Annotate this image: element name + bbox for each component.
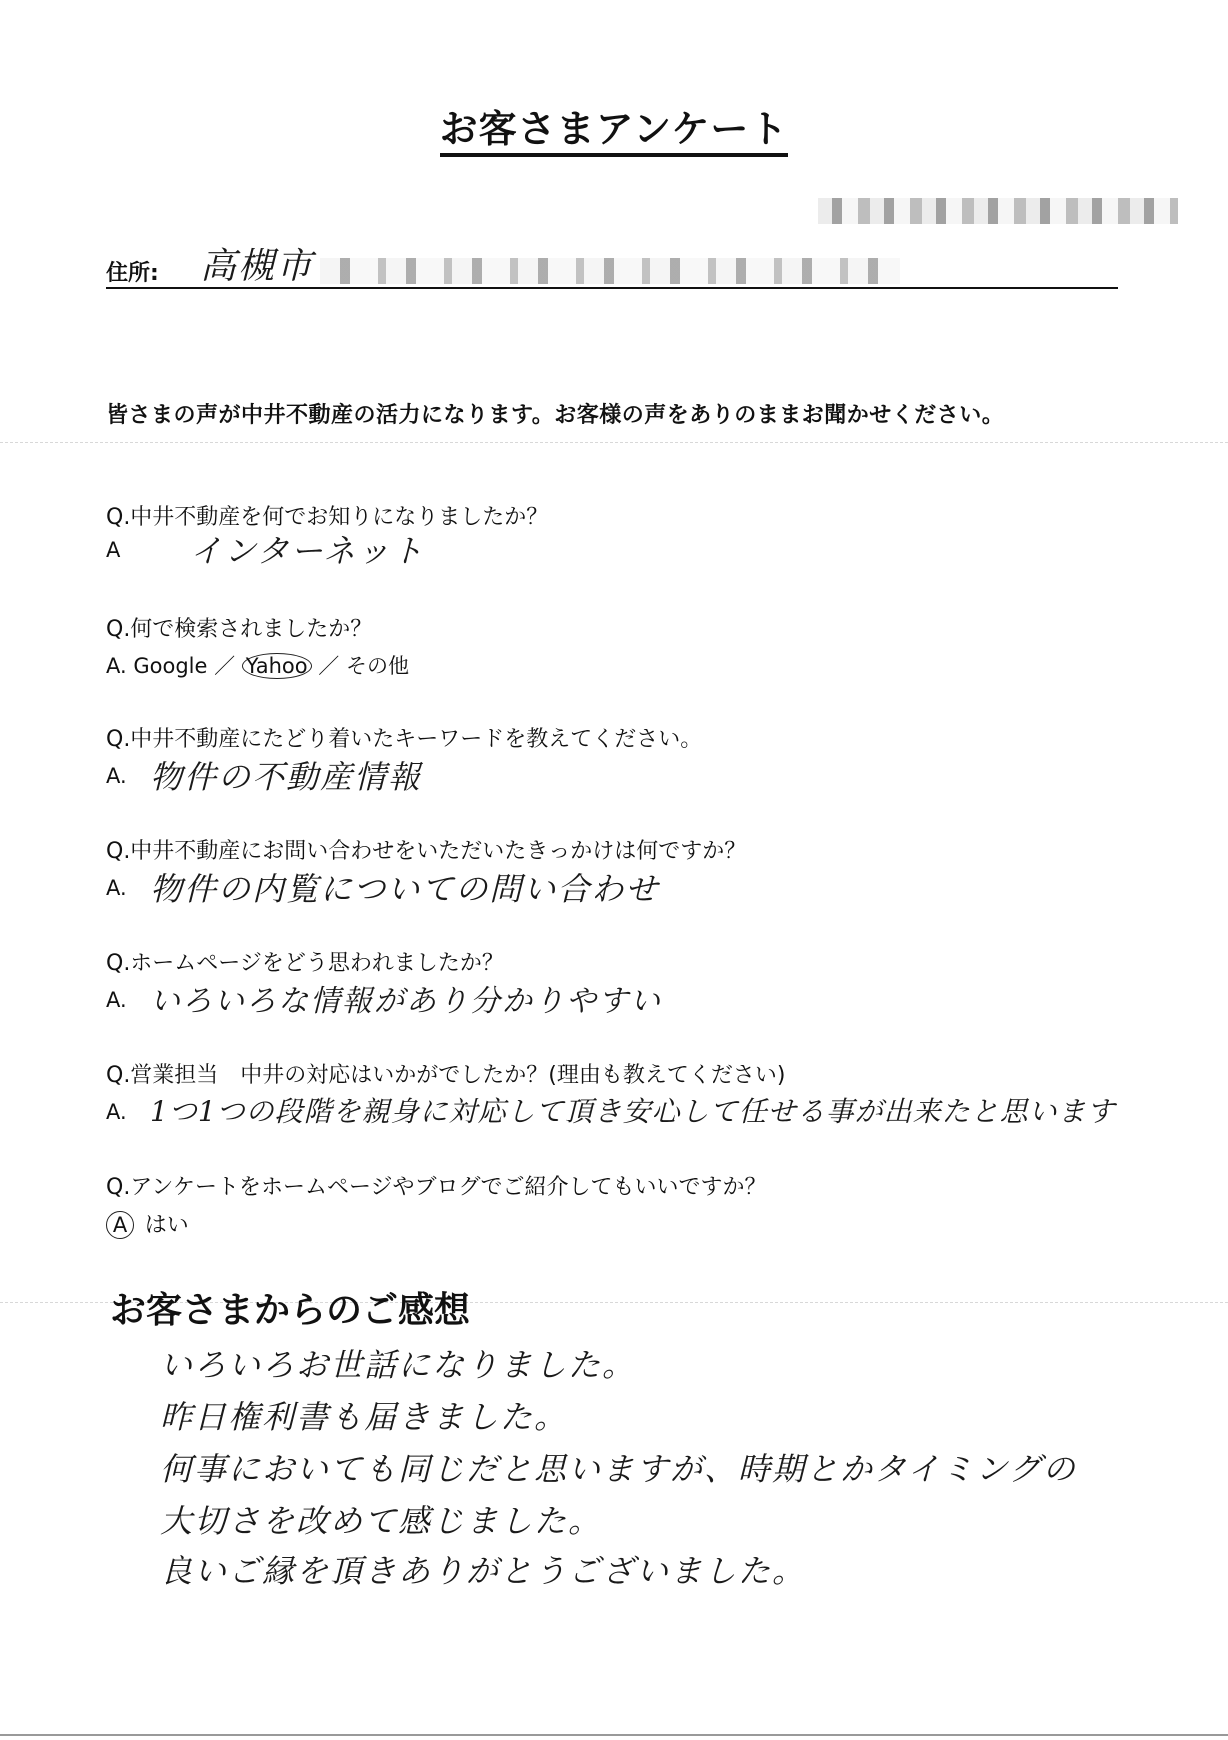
question-3: Q.中井不動産にたどり着いたキーワードを教えてください。 xyxy=(106,727,703,752)
page-bottom-edge xyxy=(0,1734,1228,1736)
question-4: Q.中井不動産にお問い合わせをいただいたきっかけは何ですか？ xyxy=(106,839,747,864)
option-yahoo-circled: Yahoo xyxy=(242,653,312,679)
answer-3: 物件の不動産情報 xyxy=(150,758,423,796)
option-other: その他 xyxy=(345,654,409,678)
paper-fold xyxy=(0,442,1228,443)
impression-line-4: 大切さを改めて感じました。 xyxy=(160,1502,603,1540)
survey-title: お客さまアンケート xyxy=(0,98,1228,153)
answer-5-prefix: A. xyxy=(106,988,127,1012)
impression-line-3: 何事においても同じだと思いますが、時期とかタイミングの xyxy=(160,1450,1077,1488)
question-7: Q.アンケートをホームページやブログでご紹介してもいいですか？ xyxy=(106,1175,767,1200)
address-underline xyxy=(106,287,1118,289)
answer-5: いろいろな情報があり分かりやすい xyxy=(150,984,662,1019)
option-google: Google xyxy=(133,654,208,678)
question-6: Q.営業担当 中井の対応はいかがでしたか？(理由も教えてください) xyxy=(106,1063,786,1088)
question-2: Q.何で検索されましたか？ xyxy=(106,617,373,642)
answer-3-prefix: A. xyxy=(106,764,127,788)
answer-2-prefix: A. xyxy=(106,654,127,678)
answer-6: 1つ1つの段階を親身に対応して頂き安心して任せる事が出来たと思います xyxy=(150,1095,1116,1128)
answer-7 xyxy=(106,1208,189,1239)
redaction-mosaic xyxy=(818,198,1178,224)
answer-1: インターネット xyxy=(190,532,426,570)
address-handwritten: 高槻市 xyxy=(200,246,315,287)
impression-line-2: 昨日権利書も届きました。 xyxy=(160,1398,569,1436)
question-5: Q.ホームページをどう思われましたか？ xyxy=(106,951,504,976)
impression-line-5: 良いご縁を頂きありがとうございました。 xyxy=(160,1552,807,1590)
answer-2-options xyxy=(106,650,409,680)
question-1: Q.中井不動産を何でお知りになりましたか？ xyxy=(106,505,549,530)
answer-7-circled-prefix: A xyxy=(106,1211,134,1239)
address-label: 住所: xyxy=(106,261,159,286)
answer-7-text: はい xyxy=(144,1213,189,1238)
answer-4: 物件の内覧についての問い合わせ xyxy=(150,870,660,908)
answer-6-prefix: A. xyxy=(106,1100,127,1124)
answer-4-prefix: A. xyxy=(106,876,127,900)
impressions-heading: お客さまからのご感想 xyxy=(110,1290,471,1331)
option-divider: ／ xyxy=(214,654,236,678)
option-divider: ／ xyxy=(318,654,340,678)
address-redaction xyxy=(320,258,900,284)
intro-text: 皆さまの声が中井不動産の活力になります。お客様の声をありのままお聞かせください。 xyxy=(106,403,1005,428)
answer-1-prefix: A xyxy=(106,538,121,562)
impression-line-1: いろいろお世話になりました。 xyxy=(160,1346,637,1384)
